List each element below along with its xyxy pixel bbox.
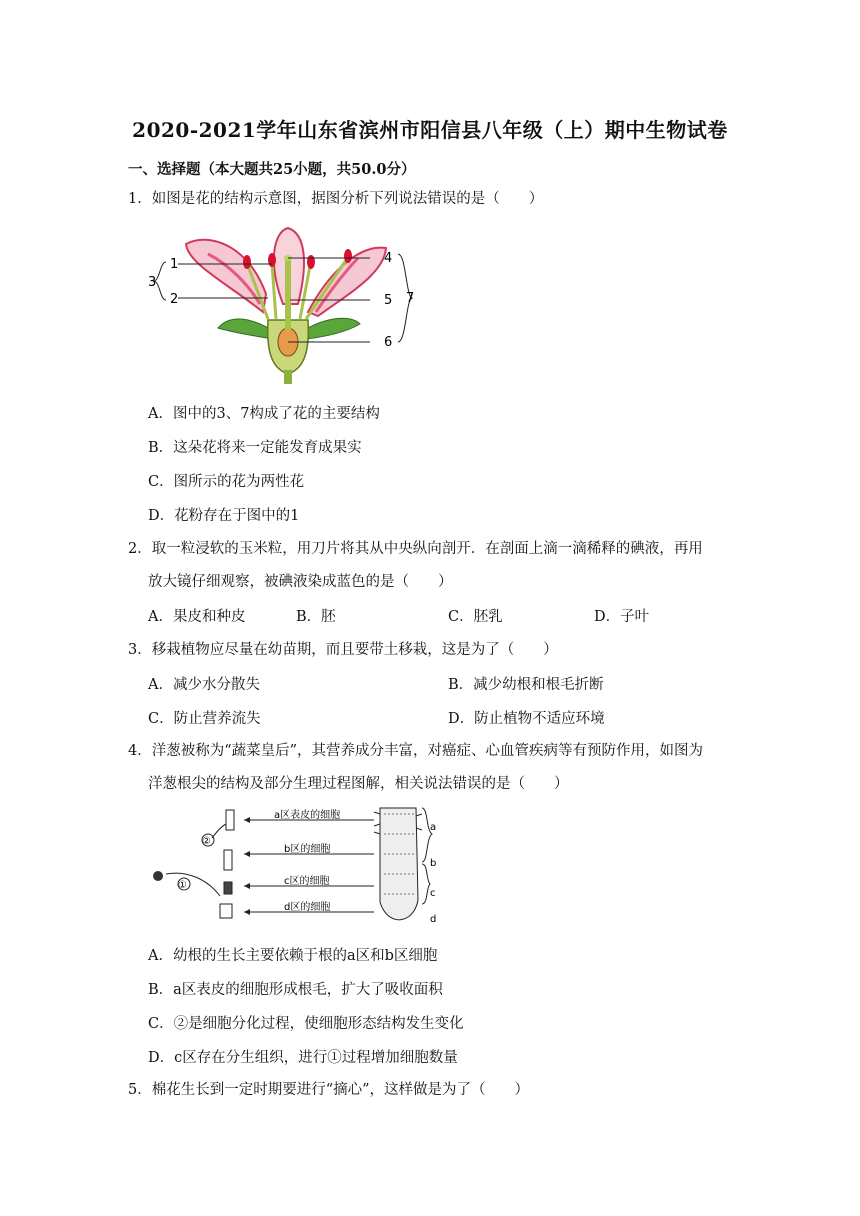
root-tip <box>380 808 418 920</box>
cell-c <box>224 882 232 894</box>
q4-option-a: A．幼根的生长主要依赖于根的a区和b区细胞 <box>148 948 438 964</box>
q1-option-d: D．花粉存在于图中的1 <box>148 508 300 524</box>
single-cell <box>153 871 163 881</box>
q1-option-b: B．这朵花将来一定能发育成果实 <box>148 440 362 456</box>
question-1-stem: 1．如图是花的结构示意图，据图分析下列说法错误的是（ ） <box>128 191 544 207</box>
q4-option-c: C．②是细胞分化过程，使细胞形态结构发生变化 <box>148 1016 464 1032</box>
anther <box>243 255 251 269</box>
label-4: 4 <box>384 251 393 266</box>
question-3-stem: 3．移栽植物应尽量在幼苗期，而且要带土移栽，这是为了（ ） <box>128 642 558 658</box>
q2-option-b: B．胚 <box>296 609 336 625</box>
q4-line2: 洋葱根尖的结构及部分生理过程图解，相关说法错误的是（ ） <box>148 776 569 792</box>
region-c: c <box>430 888 436 899</box>
q4-option-b: B．a区表皮的细胞形成根毛，扩大了吸收面积 <box>148 982 443 998</box>
q2-option-d: D．子叶 <box>594 609 650 625</box>
page-title: 2020-2021学年山东省滨州市阳信县八年级（上）期中生物试卷 <box>132 118 728 142</box>
style <box>285 260 291 330</box>
label-c-cells: c区的细胞 <box>284 876 330 887</box>
q3-option-b: B．减少幼根和根毛折断 <box>448 677 604 693</box>
q2-line2: 放大镜仔细观察，被碘液染成蓝色的是（ ） <box>148 574 453 590</box>
label-7: 7 <box>406 291 415 306</box>
region-d: d <box>430 914 437 925</box>
label-3: 3 <box>148 275 157 290</box>
q1-option-c: C．图所示的花为两性花 <box>148 474 305 490</box>
label-a-cells: a区表皮的细胞 <box>274 810 341 821</box>
question-5-stem: 5．棉花生长到一定时期要进行“摘心”，这样做是为了（ ） <box>128 1082 530 1098</box>
region-b: b <box>430 858 437 869</box>
root-tip-figure <box>148 804 448 936</box>
q3-option-c: C．防止营养流失 <box>148 711 261 727</box>
cell-a <box>226 810 234 830</box>
q1-option-a: A．图中的3、7构成了花的主要结构 <box>148 406 380 422</box>
cell-d <box>220 904 232 918</box>
q3-option-d: D．防止植物不适应环境 <box>448 711 605 727</box>
label-6: 6 <box>384 335 393 350</box>
label-2: 2 <box>170 292 179 307</box>
q2-option-c: C．胚乳 <box>448 609 503 625</box>
label-d-cells: d区的细胞 <box>284 902 331 913</box>
left-petal <box>186 240 266 312</box>
question-4-stem <box>128 735 738 801</box>
label-process-2: ② <box>202 836 211 847</box>
q4-line1: 4．洋葱被称为“蔬菜皇后”，其营养成分丰富，对癌症、心血管疾病等有预防作用，如图为 <box>128 743 704 759</box>
q2-line1: 2．取一粒浸软的玉米粒，用刀片将其从中央纵向剖开．在剖面上滴一滴稀释的碘液，再用 <box>128 541 703 557</box>
flower-structure-figure <box>148 224 420 386</box>
label-1: 1 <box>170 257 179 272</box>
question-2-stem <box>128 533 738 599</box>
label-5: 5 <box>384 293 393 308</box>
cell-b <box>224 850 232 870</box>
q3-option-a: A．减少水分散失 <box>148 677 260 693</box>
q2-option-a: A．果皮和种皮 <box>148 609 246 625</box>
region-a: a <box>430 822 437 833</box>
label-b-cells: b区的细胞 <box>284 844 331 855</box>
section-heading: 一、选择题（本大题共25小题，共50.0分） <box>128 161 416 178</box>
q4-option-d: D．c区存在分生组织，进行①过程增加细胞数量 <box>148 1050 458 1066</box>
label-process-1: ① <box>178 880 187 891</box>
